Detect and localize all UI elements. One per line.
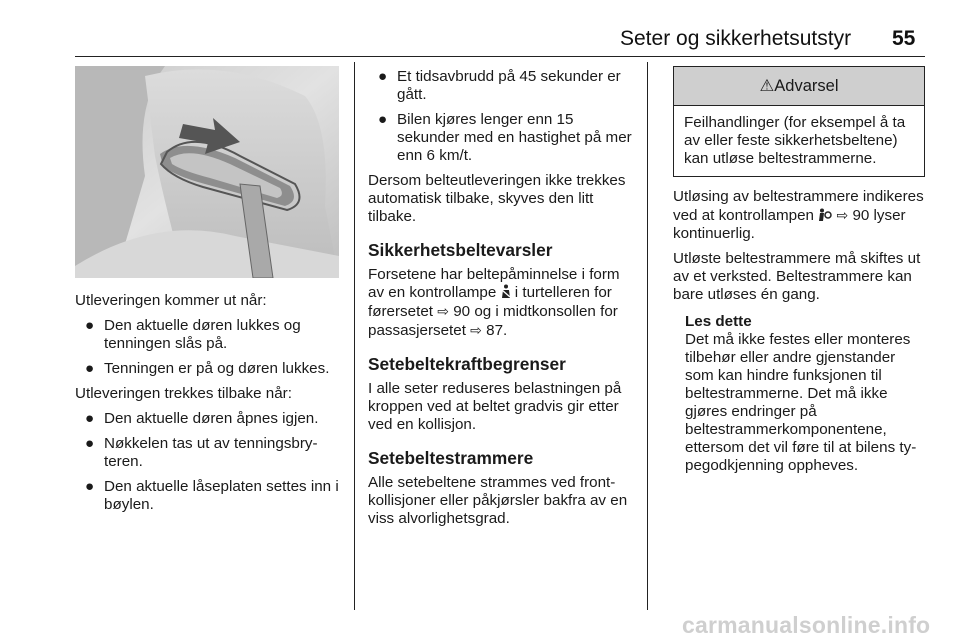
- column-2: [368, 68, 636, 535]
- column-divider-1: [354, 62, 355, 610]
- note-title: Les dette: [685, 313, 752, 330]
- warning-icon: ⚠: [759, 77, 775, 95]
- list-item: ● Den aktuelle låseplaten settes inn i bøylen.: [85, 478, 339, 513]
- bullet-icon: ●: [85, 435, 95, 452]
- col1-paragraph: Utleveringen trekkes tilbake når:: [75, 385, 292, 402]
- page-reference-icon: ⇨: [470, 322, 482, 338]
- list-item: ● Den aktuelle døren lukkes og tenningen slås på.: [85, 317, 301, 352]
- header-rule: [75, 56, 925, 57]
- page-reference-icon: ⇨: [437, 303, 449, 319]
- warning-title: Advarsel: [774, 77, 839, 95]
- watermark: carmanualsonline.info: [682, 612, 931, 638]
- bullet-icon: ●: [85, 410, 95, 427]
- col3-paragraph: Utløsing av beltestrammere indikeres ved at kontrollampen ⇨ 90 lyser kontinuerlig.: [673, 188, 924, 242]
- bullet-icon: ●: [85, 360, 95, 377]
- warning-header: [674, 67, 924, 106]
- col2-paragraph: Dersom belteutleveringen ikke trekkes automatisk tilbake, skyves den litt tilbake.: [368, 172, 626, 225]
- heading-seatbelt-reminder: Sikkerhetsbeltevarsler: [368, 240, 553, 260]
- col3-paragraph: Utløste beltestrammere må skiftes ut av et verksted. Beltestrammere kan bare utløses én gang.: [673, 250, 921, 303]
- bullet-icon: ●: [378, 68, 388, 85]
- col2-paragraph: Forsetene har beltepåminnelse i form av en kontrollampe i turtelleren for førersetet ⇨ 90 og i midtkonsollen for passasjersetet ⇨ 87.: [368, 266, 620, 339]
- heading-pretensioners: Setebeltestrammere: [368, 448, 534, 468]
- note-text: Det må ikke festes eller monteres tilbehør eller andre gjenstander som kan hindre funksjonen til beltestrammerne. Det må ikke gjøres endringer på beltestrammerkomponentene, ettersom det vil føre til at bilens typegodkjenning oppheves.: [685, 331, 917, 474]
- seatbelt-presenter-illustration: [75, 66, 339, 278]
- list-item: ● Tenningen er på og døren lukkes.: [85, 360, 330, 377]
- column-3: [673, 62, 925, 475]
- warning-text: Feilhandlinger (for eksempel å ta av eller feste sikkerhetsbeltene) kan utløse beltestrammerne.: [684, 114, 906, 167]
- list-item: ● Den aktuelle døren åpnes igjen.: [85, 410, 319, 427]
- list-item: ● Nøkkelen tas ut av tenningsbryteren.: [85, 435, 318, 470]
- page-number: 55: [892, 27, 916, 50]
- warning-box: [673, 66, 925, 177]
- col1-paragraph: Utleveringen kommer ut når:: [75, 292, 267, 309]
- note-box: [673, 313, 925, 475]
- bullet-icon: ●: [85, 478, 95, 495]
- list-item: ● Et tidsavbrudd på 45 sekunder er gått.: [378, 68, 621, 103]
- page-reference-icon: ⇨: [836, 207, 849, 223]
- column-divider-2: [647, 62, 648, 610]
- list-item: ● Bilen kjøres lenger enn 15 sekunder med en hastighet på mer enn 6 km/t.: [378, 111, 632, 164]
- page-header-title: Seter og sikkerhetsutstyr: [620, 27, 852, 50]
- col2-paragraph: I alle seter reduseres belastningen på kroppen ved at beltet gradvis gir etter ved en kollisjon.: [368, 380, 622, 433]
- col2-paragraph: Alle setebeltene strammes ved frontkollisjoner eller påkjørsler bakfra av en viss alvorlighetsgrad.: [368, 474, 628, 527]
- seatbelt-warning-icon: [501, 284, 511, 299]
- bullet-icon: ●: [85, 317, 95, 334]
- heading-force-limiter: Setebeltekraftbegrenser: [368, 354, 566, 374]
- bullet-icon: ●: [378, 111, 388, 128]
- column-1: [75, 292, 343, 521]
- airbag-warning-icon: [818, 208, 832, 222]
